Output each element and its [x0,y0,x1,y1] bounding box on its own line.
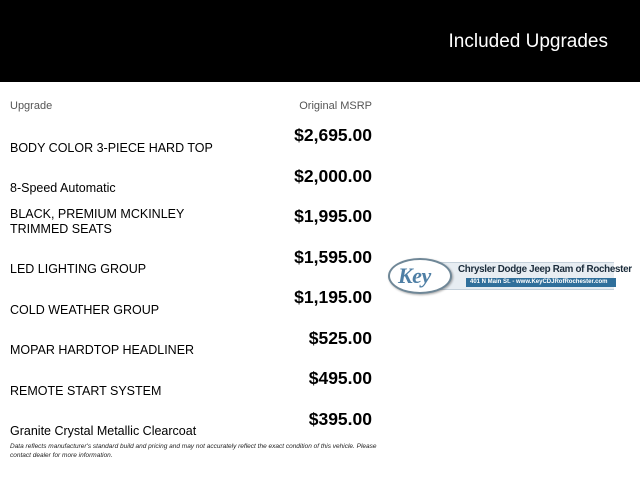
upgrade-name: MOPAR HARDTOP HEADLINER [10,343,195,357]
upgrade-price: $525.00 [308,327,372,348]
upgrade-name: BODY COLOR 3-PIECE HARD TOP [10,140,213,155]
upgrade-row [0,118,380,159]
upgrade-row [0,402,380,443]
upgrade-price: $1,595.00 [294,246,372,267]
upgrade-price: $395.00 [308,408,372,429]
key-emblem [388,258,452,294]
upgrade-row [0,280,380,321]
upgrades-list [0,118,380,442]
dealer-address: 401 N Main St. - www.KeyCDJRofRochester.com [470,279,608,285]
upgrade-price: $495.00 [308,368,372,388]
page-title: Included Upgrades [448,31,608,52]
page-header [0,0,640,82]
msrp-column-header: Original MSRP [299,100,372,112]
key-emblem-text: Key [398,263,431,288]
upgrade-name: REMOTE START SYSTEM [10,383,162,398]
dealer-logo [388,258,632,294]
dealer-name: Chrysler Dodge Jeep Ram of Rochester [458,264,632,275]
upgrade-price: $2,000.00 [294,165,372,186]
dealer-address-band [466,278,616,287]
upgrade-row [0,361,380,402]
upgrade-price: $2,695.00 [294,125,372,145]
upgrade-row [0,240,380,281]
upgrade-price: $1,195.00 [294,287,372,307]
upgrade-name: BLACK, PREMIUM MCKINLEY TRIMMED SEATS [10,206,185,236]
upgrade-name: COLD WEATHER GROUP [10,302,160,317]
upgrade-name: LED LIGHTING GROUP [10,262,147,276]
upgrade-name: Granite Crystal Metallic Clearcoat [10,424,197,438]
upgrade-price: $1,995.00 [294,206,372,226]
upgrade-column-header: Upgrade [10,100,53,112]
upgrade-row [0,199,380,240]
upgrade-name: 8-Speed Automatic [10,181,116,195]
upgrade-row [0,159,380,200]
pricing-disclaimer: Data reflects manufacturer's standard build and pricing and may not accurately reflect the exact condition of this vehicle. Please contact dealer for more information. [10,443,377,459]
upgrade-row [0,321,380,362]
